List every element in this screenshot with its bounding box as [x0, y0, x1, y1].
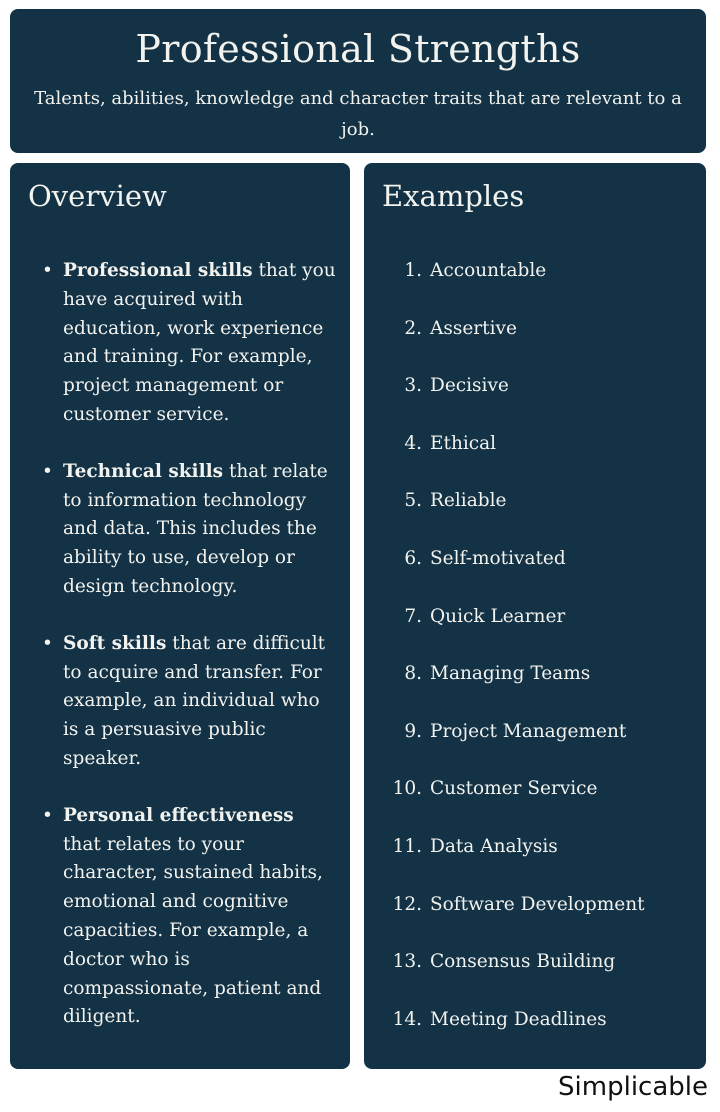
example-number: 11. [392, 835, 422, 857]
page-title: Professional Strengths [135, 27, 581, 71]
overview-panel [10, 163, 350, 1069]
example-item [382, 718, 692, 776]
examples-title: Examples [382, 179, 525, 213]
overview-item-bold: Technical skills [63, 460, 224, 482]
overview-item-text: that relates to your character, sustained habits, emotional and cognitive capacities. For example, a doctor who is compassionate, patient and diligent. [63, 833, 323, 1028]
overview-item [28, 802, 336, 1032]
overview-item [28, 630, 336, 774]
page-subtitle: Talents, abilities, knowledge and character traits that are relevant to a job. [34, 88, 682, 140]
overview-item-text: that relate to information technology and data. This includes the ability to use, develop or design technology. [63, 460, 328, 597]
example-item [382, 545, 692, 603]
bullet-icon: • [42, 632, 53, 654]
example-number: 6. [404, 547, 422, 569]
example-number: 5. [404, 490, 422, 512]
example-item [382, 775, 692, 833]
example-label: Data Analysis [430, 835, 558, 857]
example-label: Ethical [430, 432, 497, 454]
examples-panel [364, 163, 706, 1069]
example-number: 7. [404, 605, 422, 627]
overview-item-bold: Soft skills [63, 632, 167, 654]
overview-item [28, 257, 336, 430]
example-number: 3. [404, 375, 422, 397]
example-number: 8. [404, 663, 422, 685]
example-label: Reliable [430, 490, 507, 512]
example-number: 1. [404, 260, 422, 281]
example-number: 9. [404, 720, 422, 742]
example-label: Managing Teams [430, 663, 591, 685]
example-label: Project Management [430, 720, 627, 742]
overview-item-bold: Personal effectiveness [63, 804, 294, 826]
example-number: 4. [404, 432, 422, 454]
overview-item-text: that you have acquired with education, work experience and training. For example, project management or customer service. [63, 260, 336, 425]
example-item [382, 1006, 692, 1064]
example-item [382, 833, 692, 891]
example-item [382, 487, 692, 545]
example-item [382, 257, 692, 315]
example-item [382, 315, 692, 373]
example-item [382, 430, 692, 488]
example-label: Software Development [430, 893, 645, 915]
example-label: Meeting Deadlines [430, 1008, 607, 1030]
example-number: 14. [392, 1008, 422, 1030]
overview-item-bold: Professional skills [63, 260, 253, 281]
example-item [382, 948, 692, 1006]
overview-title: Overview [28, 179, 167, 213]
example-label: Self-motivated [430, 547, 566, 569]
example-item [382, 891, 692, 949]
overview-list [28, 257, 336, 1032]
bullet-icon: • [42, 460, 53, 482]
example-item [382, 660, 692, 718]
example-label: Decisive [430, 375, 509, 397]
brand-logo: Simplicable [558, 1072, 708, 1102]
example-item [382, 603, 692, 661]
bullet-icon: • [42, 260, 53, 281]
example-number: 12. [392, 893, 422, 915]
example-number: 13. [392, 951, 422, 973]
examples-list [382, 257, 692, 1063]
example-label: Customer Service [430, 778, 598, 800]
example-label: Accountable [430, 260, 547, 281]
example-label: Quick Learner [430, 605, 566, 627]
bullet-icon: • [42, 804, 53, 826]
example-number: 10. [392, 778, 422, 800]
example-item [382, 372, 692, 430]
overview-item-text: that are difficult to acquire and transfer. For example, an individual who is a persuasive public speaker. [63, 632, 326, 769]
example-label: Consensus Building [430, 951, 616, 973]
header-panel [10, 9, 706, 153]
overview-item [28, 458, 336, 602]
example-label: Assertive [430, 317, 517, 339]
example-number: 2. [404, 317, 422, 339]
